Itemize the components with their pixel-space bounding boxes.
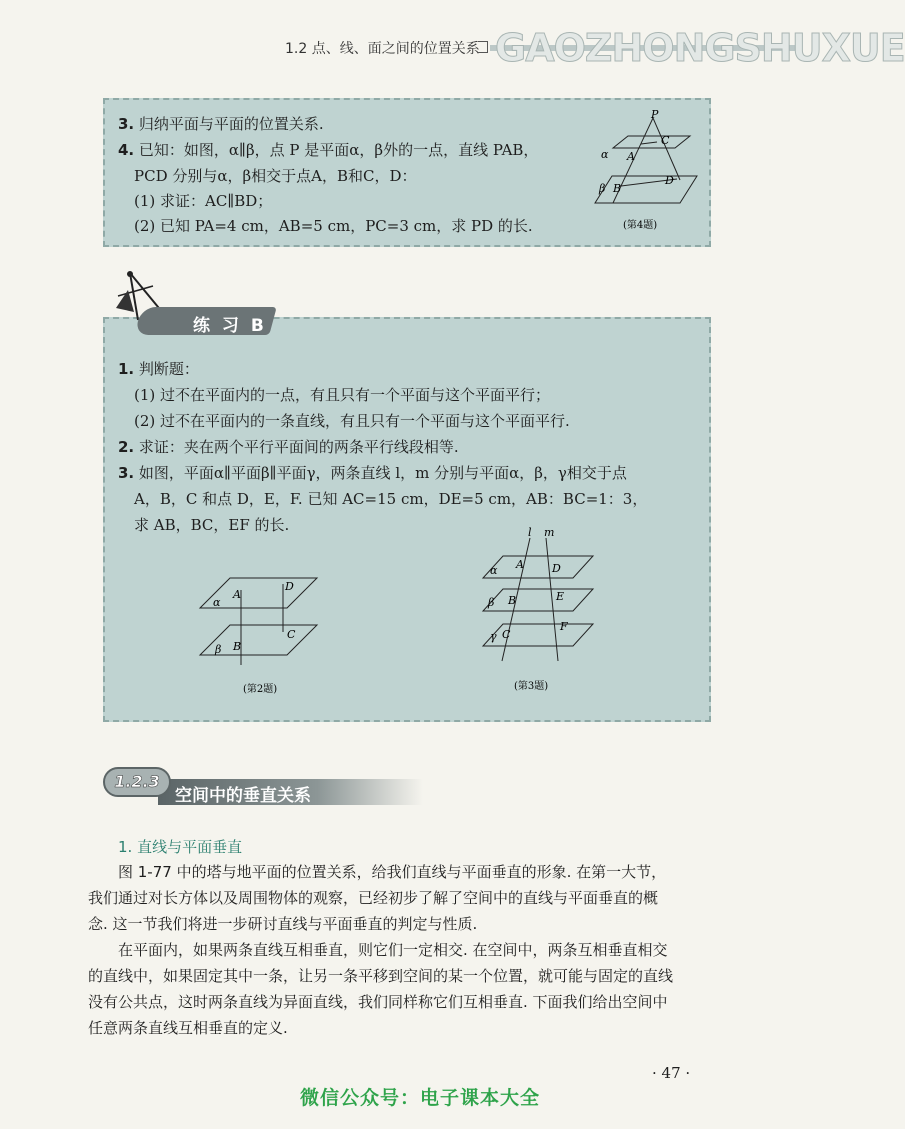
header-brand: GAOZHONGSHUXUE <box>495 26 905 70</box>
label-c: C <box>661 134 670 147</box>
exercise-a-item: 4. 已知：如图，α∥β，点 P 是平面α，β外的一点，直线 PAB， <box>118 141 539 159</box>
exercise-b-item: 2. 求证：夹在两个平行平面间的两条平行线段相等. <box>118 438 459 456</box>
label-c: C <box>287 628 296 641</box>
plane-gamma <box>483 624 593 646</box>
label-l: l <box>528 526 532 539</box>
paragraph-line: 在平面内，如果两条直线互相垂直，则它们一定相交. 在空间中，两条互相垂直相交 <box>118 941 668 959</box>
exercise-a-item: 3. 归纳平面与平面的位置关系. <box>118 115 324 133</box>
section-title: 空间中的垂直关系 <box>175 786 311 806</box>
footer-watermark: 微信公众号：电子课本大全 <box>300 1087 541 1109</box>
figure-2-diagram <box>195 570 335 700</box>
header-section-title: 1.2 点、线、面之间的位置关系 <box>285 41 480 57</box>
section-heading <box>103 767 323 805</box>
exercise-b-item: (1) 过不在平面内的一点，有且只有一个平面与这个平面平行； <box>134 386 551 404</box>
paragraph-line: 没有公共点，这时两条直线为异面直线，我们同样称它们互相垂直. 下面我们给出空间中 <box>88 993 668 1011</box>
exercise-b-item: (2) 过不在平面内的一条直线，有且只有一个平面与这个平面平行. <box>134 412 570 430</box>
figure-2-caption: (第2题) <box>243 684 278 695</box>
exercise-a-item: (2) 已知 PA=4 cm，AB=5 cm，PC=3 cm，求 PD 的长. <box>134 217 533 235</box>
exercise-b-item: 3. 如图，平面α∥平面β∥平面γ，两条直线 l，m 分别与平面α，β，γ相交于点 <box>118 464 627 482</box>
label-gamma: γ <box>490 630 497 643</box>
paragraph-line: 图 1-77 中的塔与地平面的位置关系，给我们直线与平面垂直的形象. 在第一大节， <box>118 863 667 881</box>
plane-beta <box>483 589 593 611</box>
exercise-b-item: A，B，C 和点 D，E，F. 已知 AC=15 cm，DE=5 cm，AB：BC=1：3， <box>134 490 648 508</box>
label-b: B <box>508 594 517 607</box>
label-f: F <box>560 620 568 633</box>
segment-ac <box>641 142 657 144</box>
figure-4-caption: (第4题) <box>623 220 658 231</box>
label-a: A <box>627 150 635 163</box>
exercise-a-item: (1) 求证：AC∥BD； <box>134 192 273 210</box>
paragraph-line: 的直线中，如果固定其中一条，让另一条平移到空间的某一个位置，就可能与固定的直线 <box>88 967 674 985</box>
exercise-b-item: 1. 判断题： <box>118 360 199 378</box>
label-alpha: α <box>601 148 609 161</box>
exercise-b-banner <box>118 302 278 338</box>
label-beta: β <box>488 596 495 609</box>
paragraph-line: 我们通过对长方体以及周围物体的观察，已经初步了解了空间中的直线与平面垂直的概 <box>88 889 659 907</box>
label-b: B <box>613 182 622 195</box>
label-a: A <box>233 588 241 601</box>
exercise-b-item: 求 AB，BC，EF 的长. <box>134 516 290 534</box>
label-beta: β <box>215 643 222 656</box>
label-d: D <box>552 562 561 575</box>
label-b: B <box>233 640 242 653</box>
figure-4-diagram <box>585 108 705 238</box>
label-m: m <box>544 526 555 539</box>
label-e: E <box>556 590 565 603</box>
paragraph-line: 任意两条直线互相垂直的定义. <box>88 1019 288 1037</box>
plane-alpha <box>483 556 593 578</box>
label-beta: β <box>599 182 606 195</box>
exercise-a-item: PCD 分别与α，β相交于点A，B和C，D： <box>134 167 417 185</box>
line-pcd <box>653 118 680 180</box>
subheading: 1. 直线与平面垂直 <box>118 838 243 856</box>
page-header <box>0 0 905 95</box>
header-bracket-mark <box>478 41 488 53</box>
label-alpha: α <box>490 564 498 577</box>
label-a: A <box>516 558 524 571</box>
page-number: · 47 · <box>652 1064 691 1082</box>
figure-3-caption: (第3题) <box>514 681 549 692</box>
paragraph-line: 念. 这一节我们将进一步研讨直线与平面垂直的判定与性质. <box>88 915 478 933</box>
label-d: D <box>665 174 674 187</box>
section-number: 1.2.3 <box>103 767 171 797</box>
figure-3-diagram <box>478 526 608 696</box>
plane-alpha <box>613 136 690 148</box>
label-p: P <box>651 108 659 121</box>
label-alpha: α <box>213 596 221 609</box>
label-d: D <box>285 580 294 593</box>
exercise-b-title: 练 习 B <box>193 316 267 336</box>
label-c: C <box>502 628 511 641</box>
plane-beta <box>595 176 697 203</box>
